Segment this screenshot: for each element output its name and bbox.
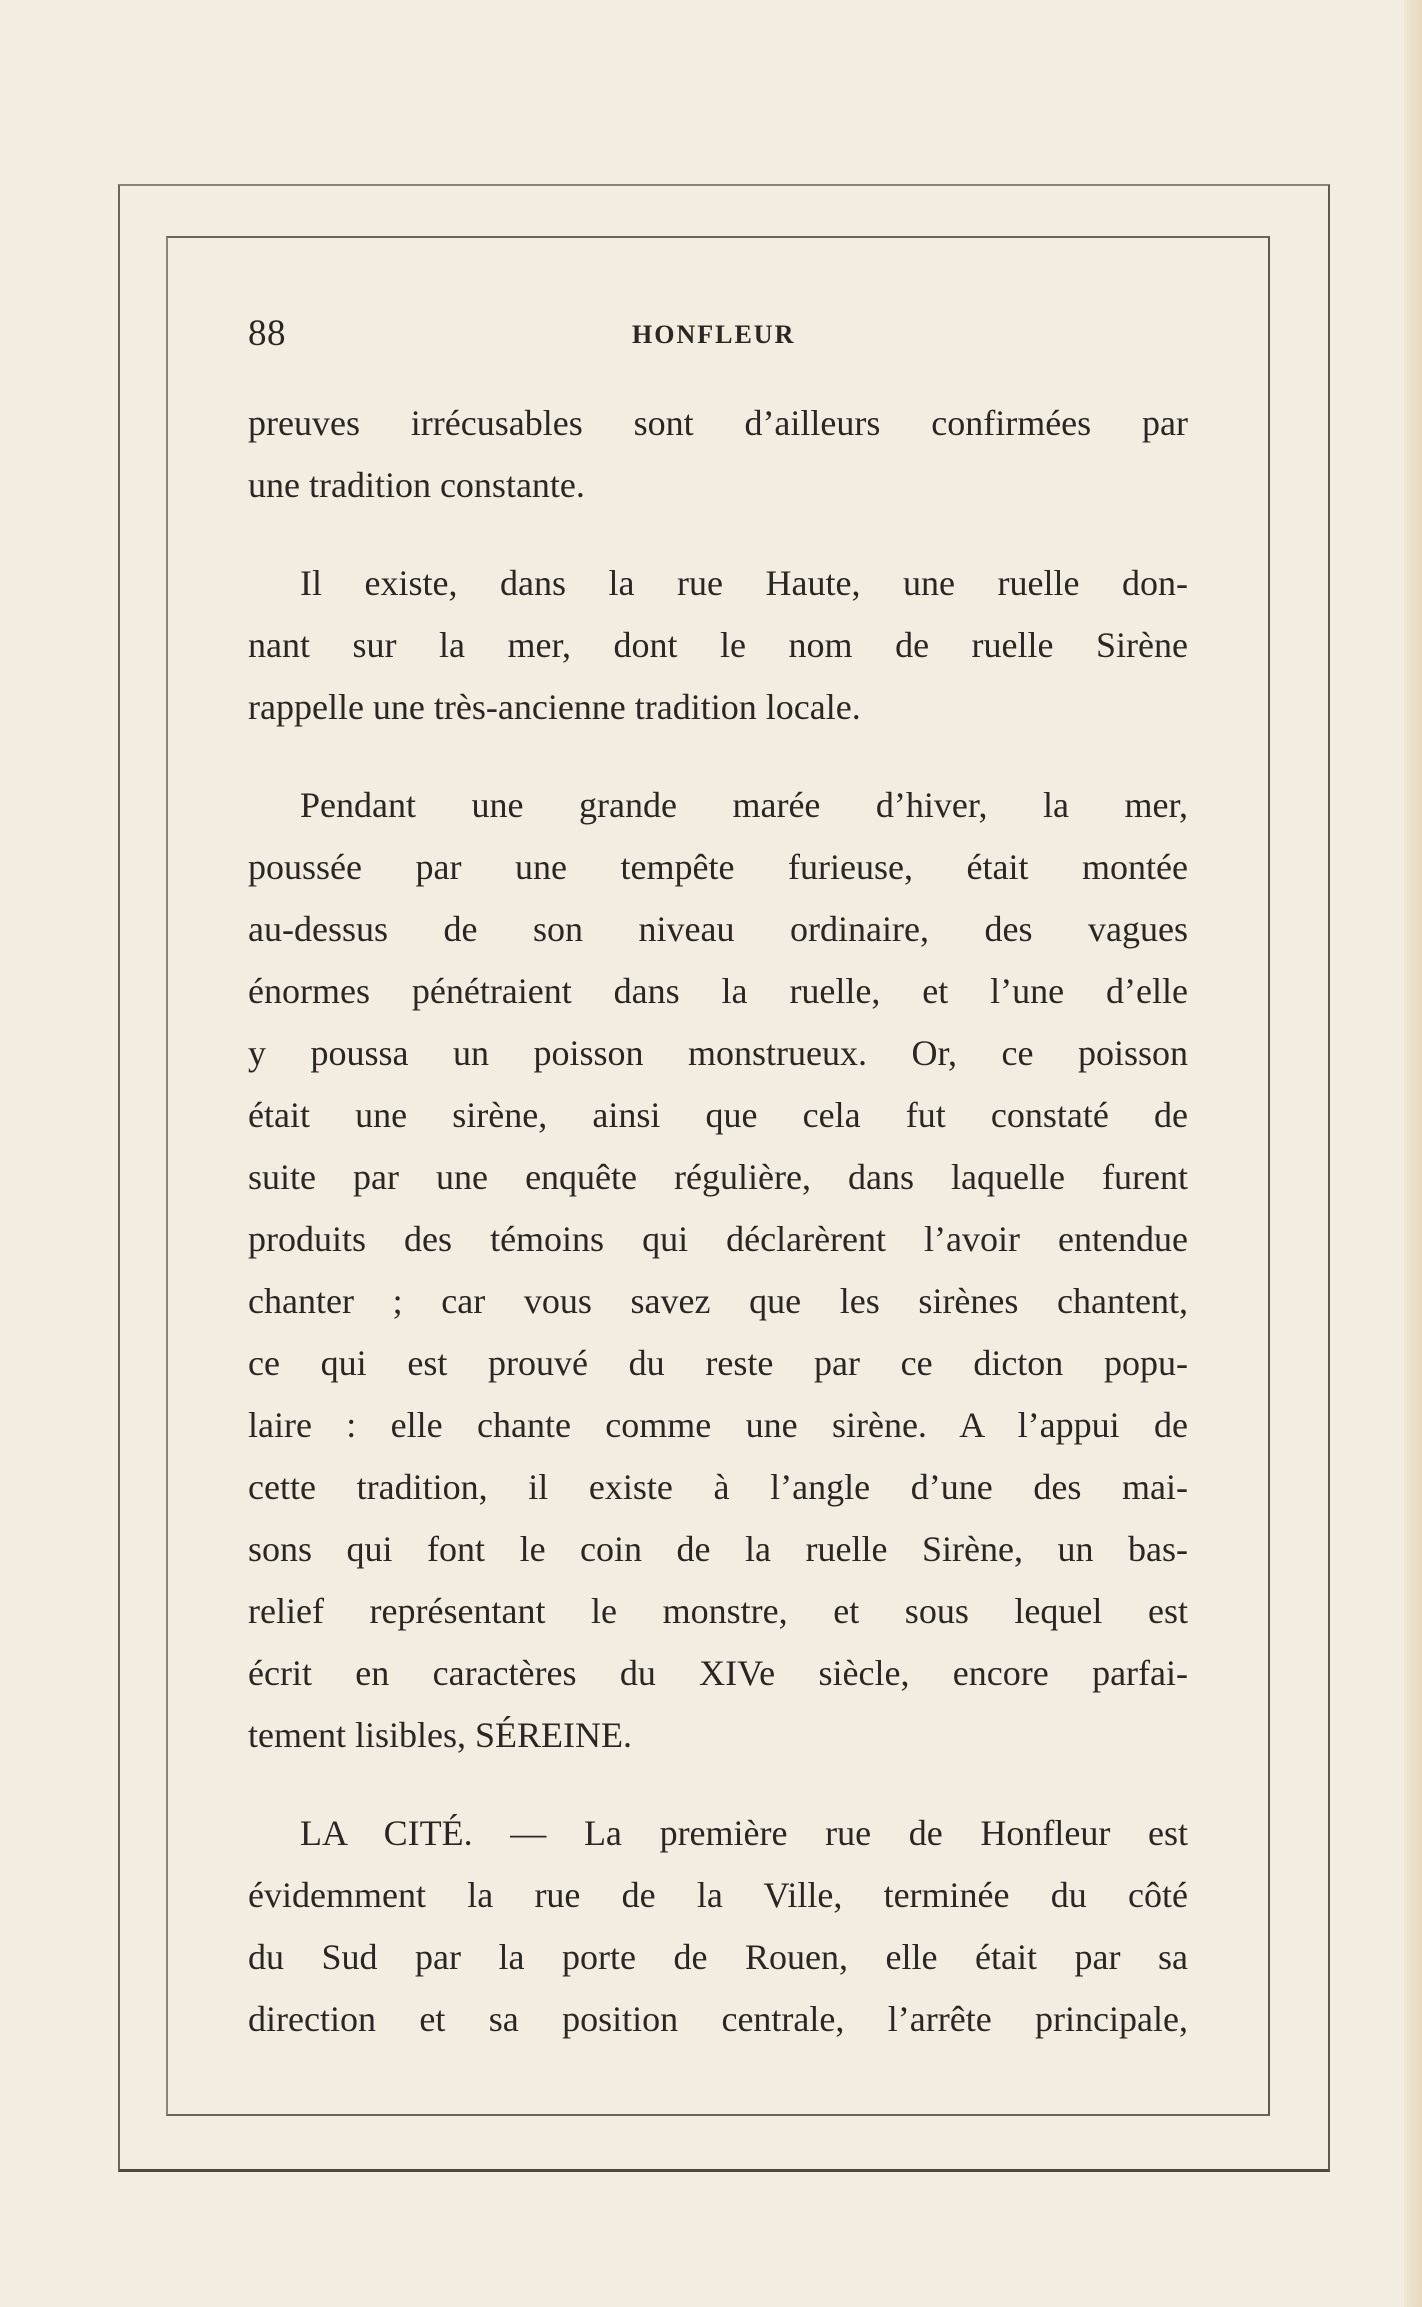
- body-text: [248, 392, 1188, 2050]
- text-line: énormes pénétraient dans la ruelle, et l’une d’elle: [248, 971, 1188, 1011]
- text-line: poussée par une tempête furieuse, était montée: [248, 847, 1188, 887]
- running-title: HONFLEUR: [632, 320, 796, 349]
- text-line: une tradition constante.: [248, 465, 585, 505]
- paragraph: [248, 1802, 1188, 2050]
- text-line: suite par une enquête régulière, dans laquelle furent: [248, 1157, 1188, 1197]
- text-line: du Sud par la porte de Rouen, elle était par sa: [248, 1937, 1188, 1977]
- text-line: était une sirène, ainsi que cela fut constaté de: [248, 1095, 1188, 1135]
- paragraph: [248, 392, 1188, 516]
- text-line: cette tradition, il existe à l’angle d’une des mai-: [248, 1467, 1188, 1507]
- text-line: tement lisibles, SÉREINE.: [248, 1715, 632, 1755]
- text-line: direction et sa position centrale, l’arrête principale,: [248, 1999, 1188, 2039]
- text-line: nant sur la mer, dont le nom de ruelle Sirène: [248, 625, 1188, 665]
- text-line: rappelle une très-ancienne tradition locale.: [248, 687, 861, 727]
- paragraph: [248, 774, 1188, 1766]
- text-line: relief représentant le monstre, et sous lequel est: [248, 1591, 1188, 1631]
- text-line: produits des témoins qui déclarèrent l’avoir entendue: [248, 1219, 1188, 1259]
- text-line: au-dessus de son niveau ordinaire, des vagues: [248, 909, 1188, 949]
- text-line: laire : elle chante comme une sirène. A l’appui de: [248, 1405, 1188, 1445]
- paragraph: [248, 552, 1188, 738]
- text-line: écrit en caractères du XIVe siècle, encore parfai-: [248, 1653, 1188, 1693]
- paper-edge: [1404, 0, 1422, 2307]
- text-line: y poussa un poisson monstrueux. Or, ce poisson: [248, 1033, 1188, 1073]
- running-head: [248, 312, 1188, 372]
- paragraph-gap: [248, 1766, 1188, 1802]
- text-line: évidemment la rue de la Ville, terminée du côté: [248, 1875, 1188, 1915]
- text-line: chanter ; car vous savez que les sirènes chantent,: [248, 1281, 1188, 1321]
- text-line: Pendant une grande marée d’hiver, la mer,: [300, 785, 1188, 825]
- paragraph-gap: [248, 738, 1188, 774]
- text-line: ce qui est prouvé du reste par ce dicton popu-: [248, 1343, 1188, 1383]
- text-line: LA CITÉ. — La première rue de Honfleur est: [300, 1813, 1188, 1853]
- paragraph-gap: [248, 516, 1188, 552]
- text-line: Il existe, dans la rue Haute, une ruelle don-: [300, 563, 1188, 603]
- text-line: preuves irrécusables sont d’ailleurs confirmées par: [248, 403, 1188, 443]
- page-number: 88: [248, 313, 286, 354]
- text-line: sons qui font le coin de la ruelle Sirène, un bas-: [248, 1529, 1188, 1569]
